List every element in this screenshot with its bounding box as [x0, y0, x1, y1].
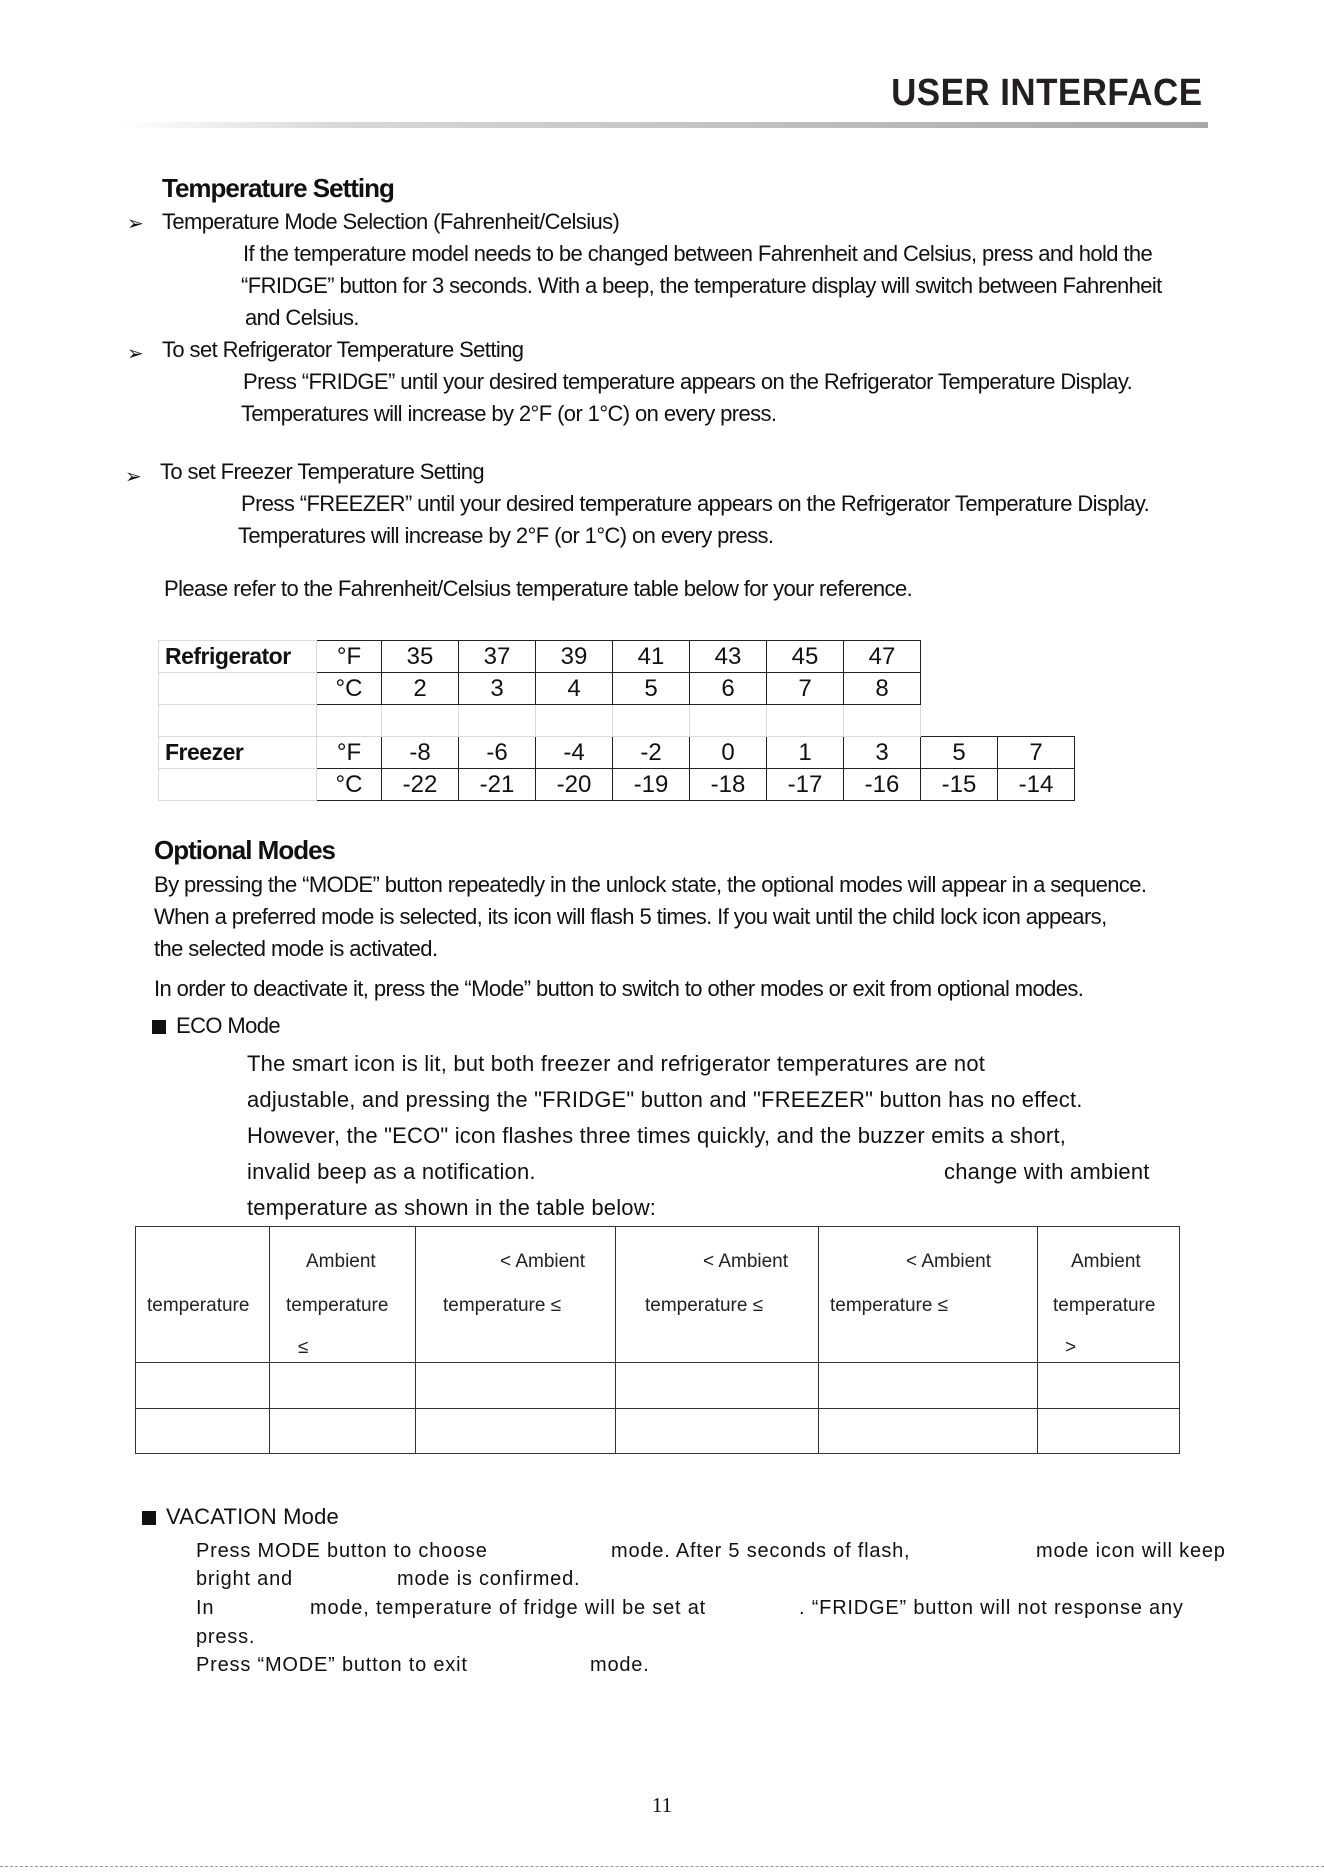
eco-ambient-table — [135, 1226, 1180, 1454]
vacation-text: Press “MODE” button to exit — [196, 1654, 468, 1676]
table-cell: 41 — [613, 641, 690, 673]
eco-text: However, the "ECO" icon flashes three times quickly, and the buzzer emits a short, — [247, 1123, 1067, 1148]
page-header-title: USER INTERFACE — [890, 72, 1202, 114]
table-cell: -8 — [382, 737, 459, 769]
eco-text: temperature as shown in the table below: — [247, 1195, 657, 1220]
eco-header-text: < Ambient — [906, 1251, 992, 1272]
table-cell: 3 — [844, 737, 921, 769]
unit-f: °F — [317, 641, 382, 673]
table-cell: 0 — [690, 737, 767, 769]
mode-selection-title: Temperature Mode Selection (Fahrenheit/Celsius) — [162, 209, 620, 234]
table-cell: 47 — [844, 641, 921, 673]
square-bullet-icon — [142, 1511, 156, 1525]
vacation-text: mode. — [590, 1654, 650, 1676]
optional-modes-text: the selected mode is activated. — [154, 936, 438, 961]
optional-modes-text: In order to deactivate it, press the “Mode” button to switch to other modes or exit from optional modes. — [154, 976, 1084, 1001]
eco-header-text: temperature — [1053, 1295, 1156, 1316]
table-cell: -14 — [998, 769, 1075, 801]
vacation-text: press. — [196, 1626, 256, 1648]
table-cell: 5 — [921, 737, 998, 769]
table-cell: 3 — [459, 673, 536, 705]
table-cell: -4 — [536, 737, 613, 769]
freezer-setting-line: Temperatures will increase by 2°F (or 1°C) on every press. — [238, 523, 774, 548]
vacation-text: Press MODE button to choose — [196, 1540, 488, 1562]
eco-header-temperature: temperature — [147, 1295, 250, 1316]
eco-header-text: temperature ≤ — [830, 1295, 949, 1316]
vacation-text: mode, temperature of fridge will be set at — [310, 1597, 707, 1619]
table-cell: 43 — [690, 641, 767, 673]
eco-header-text: Ambient — [306, 1251, 376, 1272]
mode-selection-line: and Celsius. — [245, 305, 359, 330]
page-number: 11 — [651, 1793, 673, 1817]
vacation-mode-title: VACATION Mode — [166, 1504, 339, 1529]
temperature-setting-heading: Temperature Setting — [162, 173, 394, 203]
table-cell: -21 — [459, 769, 536, 801]
table-cell: 35 — [382, 641, 459, 673]
square-bullet-icon — [152, 1020, 166, 1034]
eco-header-text: < Ambient — [500, 1251, 586, 1272]
unit-f: °F — [317, 737, 382, 769]
table-cell: 4 — [536, 673, 613, 705]
table-cell: 7 — [998, 737, 1075, 769]
optional-modes-text: When a preferred mode is selected, its icon will flash 5 times. If you wait until the child lock icon appears, — [154, 904, 1107, 929]
eco-text: adjustable, and pressing the "FRIDGE" button and "FREEZER" button has no effect. — [247, 1087, 1083, 1112]
table-cell: -22 — [382, 769, 459, 801]
eco-header-text: > — [1065, 1337, 1077, 1358]
table-cell: -2 — [613, 737, 690, 769]
unit-c: °C — [317, 673, 382, 705]
reference-note: Please refer to the Fahrenheit/Celsius temperature table below for your reference. — [164, 576, 913, 601]
eco-text: change with ambient — [944, 1159, 1150, 1184]
vacation-text: mode is confirmed. — [397, 1568, 581, 1590]
fridge-setting-line: Temperatures will increase by 2°F (or 1°C) on every press. — [241, 401, 777, 426]
table-cell: -16 — [844, 769, 921, 801]
eco-header-text: temperature ≤ — [443, 1295, 562, 1316]
freezer-label: Freezer — [159, 737, 317, 769]
table-cell: 7 — [767, 673, 844, 705]
table-cell: 39 — [536, 641, 613, 673]
vacation-text: In — [196, 1597, 215, 1619]
eco-text: invalid beep as a notification. — [247, 1159, 536, 1184]
vacation-title-row — [142, 1499, 339, 1535]
optional-modes-text: By pressing the “MODE” button repeatedly in the unlock state, the optional modes will appear in a sequence. — [154, 872, 1147, 897]
table-cell: -18 — [690, 769, 767, 801]
vacation-text: mode. After 5 seconds of flash, — [611, 1540, 911, 1562]
table-cell: 45 — [767, 641, 844, 673]
optional-modes-heading: Optional Modes — [154, 835, 335, 865]
eco-text: The smart icon is lit, but both freezer and refrigerator temperatures are not — [247, 1051, 986, 1076]
fahrenheit-celsius-table — [158, 640, 1075, 801]
table-cell: 6 — [690, 673, 767, 705]
freezer-setting-title: To set Freezer Temperature Setting — [160, 459, 485, 484]
arrow-bullet-icon: ➢ — [127, 343, 144, 365]
eco-mode-title-row — [152, 1010, 280, 1042]
eco-header-text: ≤ — [298, 1337, 309, 1358]
eco-header-text: Ambient — [1071, 1251, 1141, 1272]
arrow-bullet-icon: ➢ — [125, 466, 142, 488]
table-cell: -19 — [613, 769, 690, 801]
mode-selection-line: “FRIDGE” button for 3 seconds. With a beep, the temperature display will switch between Fahrenheit — [241, 273, 1162, 298]
table-cell: 5 — [613, 673, 690, 705]
table-cell: -17 — [767, 769, 844, 801]
vacation-text: . “FRIDGE” button will not response any — [799, 1597, 1184, 1619]
table-cell: -15 — [921, 769, 998, 801]
table-cell: 2 — [382, 673, 459, 705]
table-cell: 37 — [459, 641, 536, 673]
table-cell: -6 — [459, 737, 536, 769]
vacation-text: mode icon will keep — [1036, 1540, 1226, 1562]
table-cell: -20 — [536, 769, 613, 801]
eco-header-text: temperature ≤ — [645, 1295, 764, 1316]
vacation-text: bright and — [196, 1568, 293, 1590]
refrigerator-label: Refrigerator — [159, 641, 317, 673]
unit-c: °C — [317, 769, 382, 801]
mode-selection-line: If the temperature model needs to be changed between Fahrenheit and Celsius, press and hold the — [243, 241, 1153, 266]
freezer-setting-line: Press “FREEZER” until your desired temperature appears on the Refrigerator Temperature Display. — [241, 491, 1150, 516]
page-bottom-rule — [0, 1866, 1324, 1867]
fridge-setting-title: To set Refrigerator Temperature Setting — [162, 337, 524, 362]
table-cell: 8 — [844, 673, 921, 705]
table-cell: 1 — [767, 737, 844, 769]
arrow-bullet-icon: ➢ — [127, 213, 144, 235]
eco-header-text: temperature — [286, 1295, 389, 1316]
header-rule — [122, 122, 1208, 128]
eco-mode-title: ECO Mode — [176, 1013, 281, 1038]
eco-header-text: < Ambient — [703, 1251, 789, 1272]
fridge-setting-line: Press “FRIDGE” until your desired temperature appears on the Refrigerator Temperature Display. — [243, 369, 1133, 394]
